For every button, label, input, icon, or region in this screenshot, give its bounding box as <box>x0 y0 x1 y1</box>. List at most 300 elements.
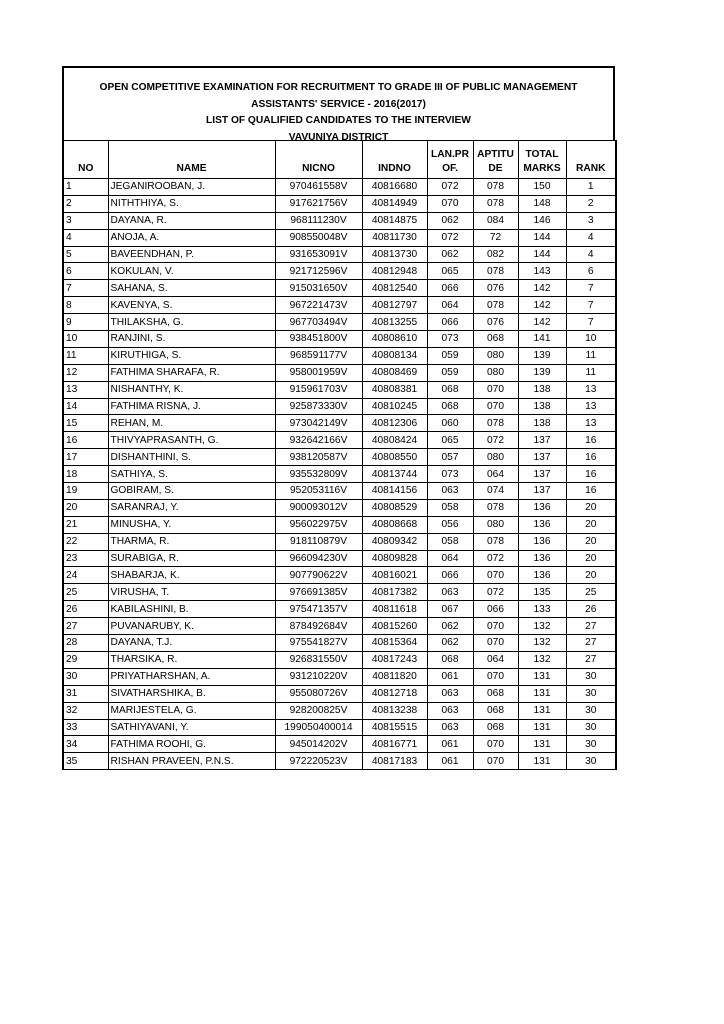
cell-no: 8 <box>63 297 108 314</box>
cell-no: 6 <box>63 263 108 280</box>
cell-name: MARIJESTELA, G. <box>108 702 275 719</box>
cell-no: 4 <box>63 229 108 246</box>
cell-aptitude: 078 <box>473 415 518 432</box>
cell-name: PUVANARUBY, K. <box>108 618 275 635</box>
cell-name: FATHIMA RISNA, J. <box>108 398 275 415</box>
cell-nicno: 925873330V <box>275 398 362 415</box>
table-row <box>63 516 616 533</box>
cell-name: SARANRAJ, Y. <box>108 499 275 516</box>
cell-total: 132 <box>518 651 566 668</box>
cell-rank: 25 <box>566 584 616 601</box>
cell-name: NISHANTHY, K. <box>108 381 275 398</box>
cell-total: 132 <box>518 635 566 652</box>
col-header-language-line1: LAN.PR <box>431 149 469 160</box>
cell-indno: 40814156 <box>362 483 427 500</box>
cell-aptitude: 066 <box>473 601 518 618</box>
cell-indno: 40817243 <box>362 651 427 668</box>
cell-indno: 40816021 <box>362 567 427 584</box>
cell-total: 142 <box>518 297 566 314</box>
cell-language: 068 <box>427 381 473 398</box>
table-row <box>63 415 616 432</box>
cell-rank: 20 <box>566 533 616 550</box>
table-row <box>63 533 616 550</box>
cell-indno: 40813238 <box>362 702 427 719</box>
cell-aptitude: 078 <box>473 499 518 516</box>
cell-rank: 11 <box>566 347 616 364</box>
cell-language: 062 <box>427 618 473 635</box>
cell-nicno: 966094230V <box>275 550 362 567</box>
table-row <box>63 263 616 280</box>
cell-aptitude: 068 <box>473 685 518 702</box>
cell-total: 142 <box>518 280 566 297</box>
cell-indno: 40808550 <box>362 449 427 466</box>
table-row <box>63 179 616 196</box>
cell-rank: 2 <box>566 195 616 212</box>
cell-language: 063 <box>427 483 473 500</box>
cell-total: 137 <box>518 466 566 483</box>
cell-total: 136 <box>518 516 566 533</box>
cell-nicno: 955080726V <box>275 685 362 702</box>
cell-language: 059 <box>427 347 473 364</box>
cell-nicno: 921712596V <box>275 263 362 280</box>
cell-no: 24 <box>63 567 108 584</box>
cell-language: 063 <box>427 702 473 719</box>
cell-nicno: 975541827V <box>275 635 362 652</box>
cell-name: VIRUSHA, T. <box>108 584 275 601</box>
cell-aptitude: 072 <box>473 550 518 567</box>
cell-rank: 30 <box>566 719 616 736</box>
header-line-4: VAVUNIYA DISTRICT <box>288 131 389 143</box>
cell-no: 9 <box>63 314 108 331</box>
cell-nicno: 938451800V <box>275 331 362 348</box>
col-header-name: NAME <box>108 141 275 179</box>
cell-no: 26 <box>63 601 108 618</box>
cell-aptitude: 070 <box>473 398 518 415</box>
cell-name: DAYANA, T.J. <box>108 635 275 652</box>
header-line-3: LIST OF QUALIFIED CANDIDATES TO THE INTERVIEW <box>206 115 471 126</box>
cell-rank: 20 <box>566 516 616 533</box>
cell-rank: 27 <box>566 635 616 652</box>
cell-rank: 20 <box>566 550 616 567</box>
cell-aptitude: 078 <box>473 263 518 280</box>
cell-name: SAHANA, S. <box>108 280 275 297</box>
cell-no: 14 <box>63 398 108 415</box>
cell-total: 142 <box>518 314 566 331</box>
cell-language: 072 <box>427 179 473 196</box>
cell-language: 067 <box>427 601 473 618</box>
table-row <box>63 685 616 702</box>
cell-aptitude: 082 <box>473 246 518 263</box>
cell-language: 064 <box>427 297 473 314</box>
cell-indno: 40811730 <box>362 229 427 246</box>
cell-rank: 7 <box>566 280 616 297</box>
cell-total: 148 <box>518 195 566 212</box>
cell-language: 061 <box>427 736 473 753</box>
table-body <box>63 179 616 770</box>
cell-no: 19 <box>63 483 108 500</box>
cell-aptitude: 068 <box>473 702 518 719</box>
table-row <box>63 702 616 719</box>
cell-language: 073 <box>427 331 473 348</box>
cell-nicno: 932642166V <box>275 432 362 449</box>
cell-rank: 20 <box>566 567 616 584</box>
cell-rank: 13 <box>566 381 616 398</box>
cell-aptitude: 068 <box>473 719 518 736</box>
cell-name: DISHANTHINI, S. <box>108 449 275 466</box>
cell-rank: 7 <box>566 314 616 331</box>
cell-no: 27 <box>63 618 108 635</box>
cell-name: PRIYATHARSHAN, A. <box>108 668 275 685</box>
table-row <box>63 466 616 483</box>
cell-rank: 16 <box>566 466 616 483</box>
cell-no: 18 <box>63 466 108 483</box>
cell-language: 063 <box>427 719 473 736</box>
cell-no: 12 <box>63 364 108 381</box>
table-row <box>63 651 616 668</box>
cell-language: 063 <box>427 685 473 702</box>
cell-nicno: 945014202V <box>275 736 362 753</box>
cell-name: SATHIYA, S. <box>108 466 275 483</box>
cell-indno: 40811618 <box>362 601 427 618</box>
table-row <box>63 567 616 584</box>
cell-total: 138 <box>518 398 566 415</box>
cell-total: 138 <box>518 415 566 432</box>
cell-name: MINUSHA, Y. <box>108 516 275 533</box>
cell-language: 068 <box>427 398 473 415</box>
cell-rank: 11 <box>566 364 616 381</box>
col-header-rank: RANK <box>566 141 616 179</box>
cell-language: 063 <box>427 584 473 601</box>
cell-indno: 40809828 <box>362 550 427 567</box>
cell-language: 065 <box>427 432 473 449</box>
cell-no: 29 <box>63 651 108 668</box>
cell-rank: 16 <box>566 432 616 449</box>
cell-aptitude: 078 <box>473 533 518 550</box>
cell-no: 2 <box>63 195 108 212</box>
cell-total: 136 <box>518 567 566 584</box>
cell-language: 066 <box>427 567 473 584</box>
candidates-table <box>62 140 617 770</box>
col-header-indno: INDNO <box>362 141 427 179</box>
cell-name: SIVATHARSHIKA, B. <box>108 685 275 702</box>
cell-aptitude: 064 <box>473 651 518 668</box>
cell-indno: 40812540 <box>362 280 427 297</box>
cell-nicno: 900093012V <box>275 499 362 516</box>
cell-language: 061 <box>427 668 473 685</box>
cell-name: THILAKSHA, G. <box>108 314 275 331</box>
cell-name: FATHIMA SHARAFA, R. <box>108 364 275 381</box>
cell-rank: 4 <box>566 246 616 263</box>
cell-total: 137 <box>518 432 566 449</box>
table-row <box>63 398 616 415</box>
cell-language: 066 <box>427 314 473 331</box>
cell-aptitude: 074 <box>473 483 518 500</box>
cell-indno: 40808469 <box>362 364 427 381</box>
cell-indno: 40817183 <box>362 753 427 770</box>
cell-total: 150 <box>518 179 566 196</box>
table-row <box>63 449 616 466</box>
cell-nicno: 972220523V <box>275 753 362 770</box>
cell-nicno: 968111230V <box>275 212 362 229</box>
header-line-1: OPEN COMPETITIVE EXAMINATION FOR RECRUITMENT TO GRADE III OF PUBLIC MANAGEMENT <box>99 82 578 93</box>
cell-total: 144 <box>518 246 566 263</box>
cell-rank: 26 <box>566 601 616 618</box>
cell-total: 146 <box>518 212 566 229</box>
cell-language: 058 <box>427 499 473 516</box>
cell-nicno: 935532809V <box>275 466 362 483</box>
cell-nicno: 970461558V <box>275 179 362 196</box>
cell-language: 070 <box>427 195 473 212</box>
cell-no: 5 <box>63 246 108 263</box>
cell-name: SHABARJA, K. <box>108 567 275 584</box>
cell-indno: 40808134 <box>362 347 427 364</box>
cell-indno: 40809342 <box>362 533 427 550</box>
cell-indno: 40816680 <box>362 179 427 196</box>
cell-indno: 40808668 <box>362 516 427 533</box>
cell-language: 065 <box>427 263 473 280</box>
cell-name: BAVEENDHAN, P. <box>108 246 275 263</box>
cell-rank: 30 <box>566 668 616 685</box>
cell-rank: 27 <box>566 651 616 668</box>
cell-language: 059 <box>427 364 473 381</box>
cell-total: 136 <box>518 533 566 550</box>
cell-total: 139 <box>518 364 566 381</box>
cell-no: 17 <box>63 449 108 466</box>
cell-aptitude: 078 <box>473 195 518 212</box>
cell-aptitude: 078 <box>473 179 518 196</box>
cell-name: KOKULAN, V. <box>108 263 275 280</box>
table-row <box>63 736 616 753</box>
table-row <box>63 229 616 246</box>
table-row <box>63 550 616 567</box>
cell-no: 10 <box>63 331 108 348</box>
cell-aptitude: 076 <box>473 280 518 297</box>
cell-total: 131 <box>518 702 566 719</box>
cell-no: 30 <box>63 668 108 685</box>
col-header-aptitude-line1: APTITU <box>477 149 514 160</box>
cell-no: 22 <box>63 533 108 550</box>
cell-total: 137 <box>518 449 566 466</box>
table-row <box>63 195 616 212</box>
cell-name: DAYANA, R. <box>108 212 275 229</box>
cell-aptitude: 72 <box>473 229 518 246</box>
cell-language: 061 <box>427 753 473 770</box>
cell-indno: 40812948 <box>362 263 427 280</box>
cell-total: 138 <box>518 381 566 398</box>
cell-rank: 13 <box>566 398 616 415</box>
table-row <box>63 719 616 736</box>
table-row <box>63 212 616 229</box>
cell-indno: 40817382 <box>362 584 427 601</box>
cell-language: 064 <box>427 550 473 567</box>
table-row <box>63 483 616 500</box>
cell-indno: 40812718 <box>362 685 427 702</box>
cell-language: 057 <box>427 449 473 466</box>
cell-indno: 40815515 <box>362 719 427 736</box>
cell-nicno: 928200825V <box>275 702 362 719</box>
cell-aptitude: 078 <box>473 297 518 314</box>
table-row <box>63 297 616 314</box>
cell-name: THARMA, R. <box>108 533 275 550</box>
table-row <box>63 364 616 381</box>
col-header-total <box>518 141 566 179</box>
cell-nicno: 938120587V <box>275 449 362 466</box>
cell-indno: 40808424 <box>362 432 427 449</box>
cell-no: 16 <box>63 432 108 449</box>
table-row <box>63 499 616 516</box>
cell-total: 141 <box>518 331 566 348</box>
cell-rank: 4 <box>566 229 616 246</box>
cell-name: NITHTHIYA, S. <box>108 195 275 212</box>
cell-total: 135 <box>518 584 566 601</box>
cell-aptitude: 080 <box>473 516 518 533</box>
cell-aptitude: 070 <box>473 567 518 584</box>
cell-nicno: 931210220V <box>275 668 362 685</box>
cell-nicno: 975471357V <box>275 601 362 618</box>
table-row <box>63 601 616 618</box>
cell-indno: 40814949 <box>362 195 427 212</box>
col-header-language <box>427 141 473 179</box>
cell-no: 35 <box>63 753 108 770</box>
cell-nicno: 967703494V <box>275 314 362 331</box>
cell-indno: 40813744 <box>362 466 427 483</box>
cell-indno: 40816771 <box>362 736 427 753</box>
cell-name: KABILASHINI, B. <box>108 601 275 618</box>
cell-language: 062 <box>427 635 473 652</box>
table-row <box>63 314 616 331</box>
cell-total: 131 <box>518 753 566 770</box>
table-row <box>63 246 616 263</box>
cell-nicno: 973042149V <box>275 415 362 432</box>
table-row <box>63 618 616 635</box>
col-header-aptitude <box>473 141 518 179</box>
cell-indno: 40812797 <box>362 297 427 314</box>
cell-total: 143 <box>518 263 566 280</box>
cell-nicno: 915961703V <box>275 381 362 398</box>
cell-indno: 40812306 <box>362 415 427 432</box>
cell-language: 068 <box>427 651 473 668</box>
cell-name: REHAN, M. <box>108 415 275 432</box>
col-header-no: NO <box>63 141 108 179</box>
cell-indno: 40813255 <box>362 314 427 331</box>
cell-nicno: 926831550V <box>275 651 362 668</box>
cell-nicno: 952053116V <box>275 483 362 500</box>
col-header-nicno: NICNO <box>275 141 362 179</box>
cell-name: KAVENYA, S. <box>108 297 275 314</box>
cell-indno: 40813730 <box>362 246 427 263</box>
results-sheet <box>62 66 615 770</box>
cell-indno: 40814875 <box>362 212 427 229</box>
cell-name: KIRUTHIGA, S. <box>108 347 275 364</box>
cell-rank: 10 <box>566 331 616 348</box>
cell-total: 139 <box>518 347 566 364</box>
header-line-2: ASSISTANTS' SERVICE - 2016(2017) <box>251 98 426 110</box>
table-row <box>63 432 616 449</box>
cell-indno: 40815364 <box>362 635 427 652</box>
cell-no: 3 <box>63 212 108 229</box>
cell-total: 144 <box>518 229 566 246</box>
table-row <box>63 635 616 652</box>
cell-total: 131 <box>518 668 566 685</box>
cell-no: 33 <box>63 719 108 736</box>
cell-total: 131 <box>518 685 566 702</box>
cell-language: 058 <box>427 533 473 550</box>
cell-rank: 30 <box>566 736 616 753</box>
cell-indno: 40815260 <box>362 618 427 635</box>
cell-name: FATHIMA ROOHI, G. <box>108 736 275 753</box>
cell-rank: 30 <box>566 753 616 770</box>
cell-rank: 30 <box>566 702 616 719</box>
cell-nicno: 931653091V <box>275 246 362 263</box>
cell-name: GOBIRAM, S. <box>108 483 275 500</box>
cell-aptitude: 072 <box>473 584 518 601</box>
cell-aptitude: 080 <box>473 449 518 466</box>
cell-no: 25 <box>63 584 108 601</box>
cell-no: 32 <box>63 702 108 719</box>
cell-indno: 40808529 <box>362 499 427 516</box>
cell-name: THARSIKA, R. <box>108 651 275 668</box>
table-row <box>63 381 616 398</box>
cell-rank: 13 <box>566 415 616 432</box>
cell-total: 131 <box>518 736 566 753</box>
cell-name: ANOJA, A. <box>108 229 275 246</box>
cell-language: 062 <box>427 212 473 229</box>
cell-total: 136 <box>518 550 566 567</box>
cell-nicno: 956022975V <box>275 516 362 533</box>
cell-no: 20 <box>63 499 108 516</box>
cell-nicno: 967221473V <box>275 297 362 314</box>
table-row <box>63 584 616 601</box>
cell-rank: 27 <box>566 618 616 635</box>
cell-no: 31 <box>63 685 108 702</box>
cell-aptitude: 070 <box>473 753 518 770</box>
cell-language: 062 <box>427 246 473 263</box>
cell-language: 073 <box>427 466 473 483</box>
cell-no: 13 <box>63 381 108 398</box>
cell-no: 34 <box>63 736 108 753</box>
table-row <box>63 347 616 364</box>
table-row <box>63 753 616 770</box>
table-header-row <box>63 141 616 179</box>
cell-indno: 40811820 <box>362 668 427 685</box>
cell-nicno: 958001959V <box>275 364 362 381</box>
cell-name: RISHAN PRAVEEN, P.N.S. <box>108 753 275 770</box>
cell-name: SATHIYAVANI, Y. <box>108 719 275 736</box>
table-row <box>63 280 616 297</box>
cell-aptitude: 072 <box>473 432 518 449</box>
cell-total: 131 <box>518 719 566 736</box>
cell-no: 21 <box>63 516 108 533</box>
cell-language: 066 <box>427 280 473 297</box>
cell-nicno: 915031650V <box>275 280 362 297</box>
cell-name: JEGANIROOBAN, J. <box>108 179 275 196</box>
cell-name: RANJINI, S. <box>108 331 275 348</box>
cell-language: 060 <box>427 415 473 432</box>
cell-nicno: 908550048V <box>275 229 362 246</box>
cell-rank: 16 <box>566 483 616 500</box>
cell-aptitude: 070 <box>473 736 518 753</box>
cell-no: 11 <box>63 347 108 364</box>
cell-nicno: 878492684V <box>275 618 362 635</box>
cell-no: 15 <box>63 415 108 432</box>
cell-indno: 40808610 <box>362 331 427 348</box>
cell-no: 7 <box>63 280 108 297</box>
cell-name: SURABIGA, R. <box>108 550 275 567</box>
cell-aptitude: 080 <box>473 364 518 381</box>
table-row <box>63 331 616 348</box>
cell-rank: 20 <box>566 499 616 516</box>
cell-aptitude: 064 <box>473 466 518 483</box>
